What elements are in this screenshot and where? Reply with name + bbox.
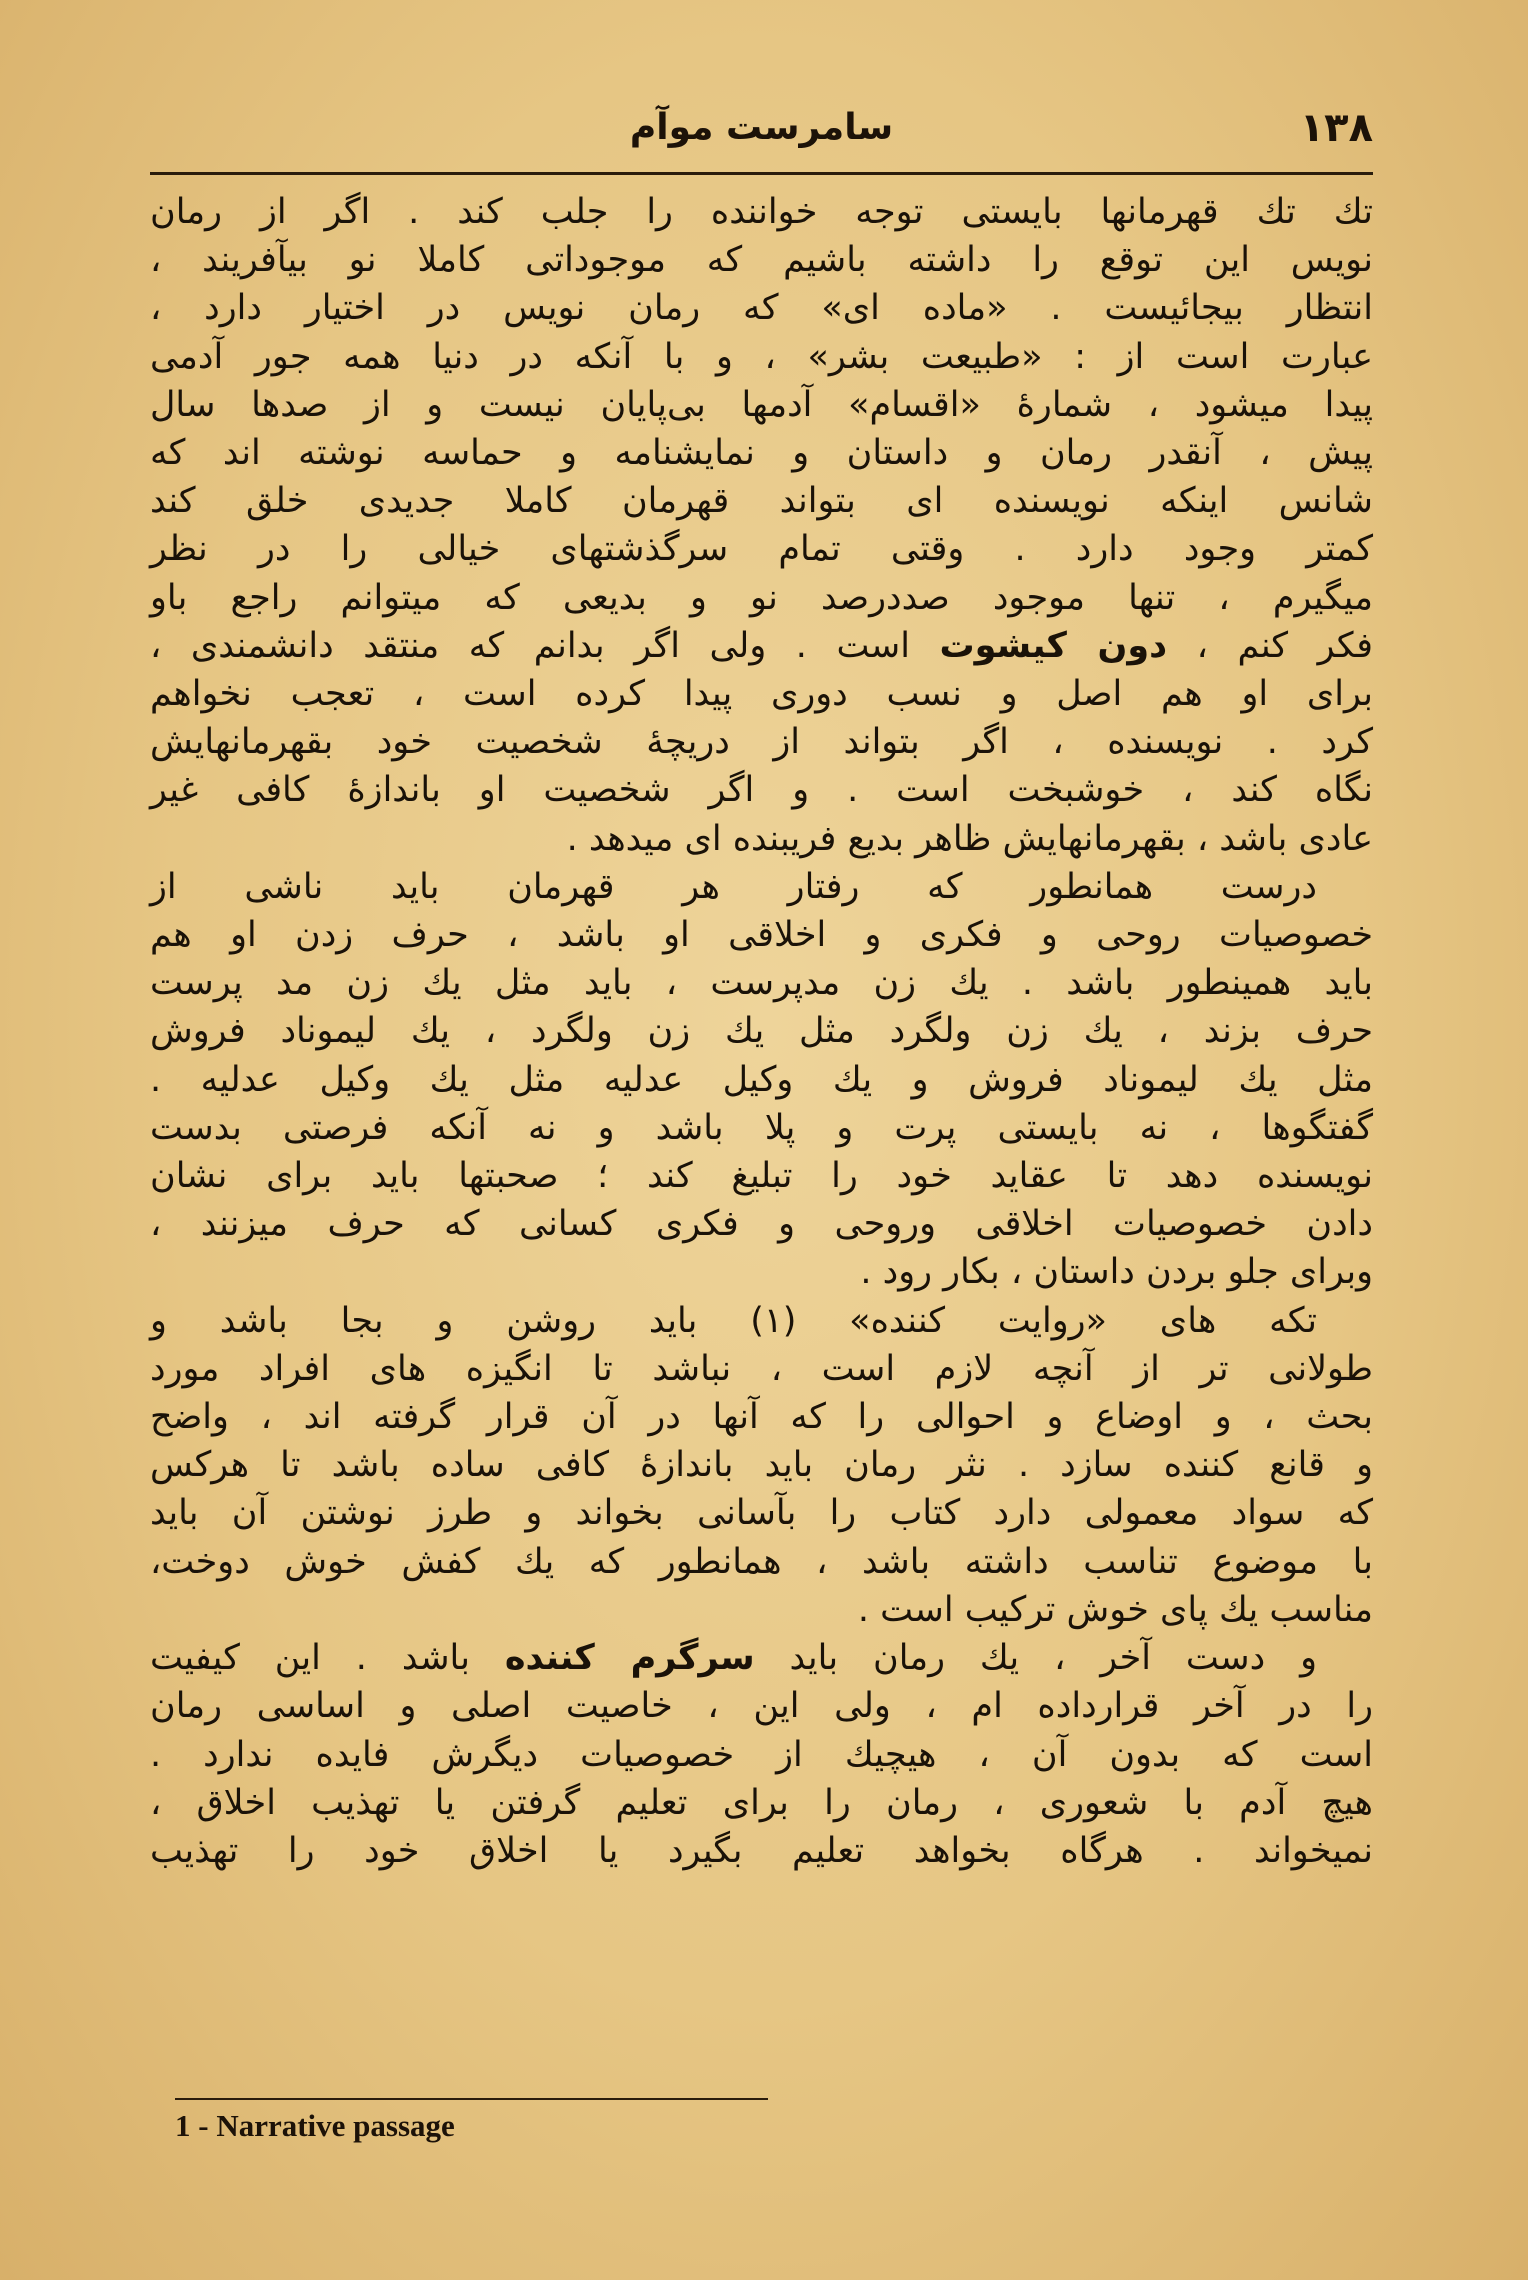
text-line: که سواد معمولی دارد کتاب را بآسانی بخواند و طرز نوشتن آن باید <box>150 1493 1373 1534</box>
text-line: میگیرم ، تنها موجود صددرصد نو و بدیعی که میتوانم راجع باو <box>150 577 1373 618</box>
text-line: شانس اینکه نویسنده ای بتواند قهرمان کاملا جدیدی خلق کند <box>150 481 1373 522</box>
text-line <box>150 1634 1373 1682</box>
text-line: عادی باشد ، بقهرمانهایش ظاهر بدیع فریبنده ای میدهد . <box>566 818 1373 859</box>
text-run: باشد . این کیفیت <box>150 1638 505 1679</box>
text-line: کمتر وجود دارد . وقتی تمام سرگذشتهای خیالی را در نظر <box>150 529 1373 570</box>
text-line: کرد . نویسنده ، اگر بتواند از دریچهٔ شخصیت خود بقهرمانهایش <box>150 722 1373 763</box>
text-line: عبارت است از : «طبیعت بشر» ، و با آنکه در دنیا همه جور آدمی <box>150 336 1373 377</box>
footnote-rule <box>175 2098 768 2100</box>
text-line: وبرای جلو بردن داستان ، بکار رود . <box>860 1252 1373 1293</box>
text-line: نویسنده دهد تا عقاید خود را تبلیغ کند ؛ صحبتها باید برای نشان <box>150 1156 1373 1197</box>
page-number: ۱۳۸ <box>1299 105 1373 151</box>
footnote: 1 - Narrative passage <box>175 2108 455 2143</box>
text-line: درست همانطور که رفتار هر قهرمان باید ناشی از <box>150 866 1317 907</box>
text-line: است که بدون آن ، هیچیك از خصوصیات دیگرش فایده ندارد . <box>150 1734 1373 1775</box>
text-line: را در آخر قرارداده ام ، ولی این ، خاصیت اصلی و اساسی رمان <box>150 1686 1373 1727</box>
text-line: مناسب یك پای خوش ترکیب است . <box>857 1589 1373 1630</box>
text-line <box>150 622 1373 670</box>
text-line: گفتگوها ، نه بایستی پرت و پلا باشد و نه آنکه فرصتی بدست <box>150 1107 1373 1148</box>
text-line: انتظار بیجائیست . «ماده ای» که رمان نویس در اختیار دارد ، <box>150 288 1373 329</box>
text-line: برای او هم اصل و نسب دوری پیدا کرده است ، تعجب نخواهم <box>150 674 1373 715</box>
text-line: بحث ، و اوضاع و احوالی را که آنها در آن قرار گرفته اند ، واضح <box>150 1397 1373 1438</box>
text-line: مثل یك لیموناد فروش و یك وکیل عدلیه مثل یك وکیل عدلیه . <box>150 1059 1373 1100</box>
text-line: پیش ، آنقدر رمان و داستان و نمایشنامه و حماسه نوشته اند که <box>150 433 1373 474</box>
text-run: و دست آخر ، یك رمان باید <box>754 1638 1317 1679</box>
text-line: با موضوع تناسب داشته باشد ، همانطور که یك کفش خوش دوخت، <box>150 1541 1373 1582</box>
text-line: نگاه کند ، خوشبخت است . و اگر شخصیت او باندازهٔ کافی غیر <box>150 770 1373 811</box>
text-line: هیچ آدم با شعوری ، رمان را برای تعلیم گرفتن یا تهذیب اخلاق ، <box>150 1782 1373 1823</box>
text-line: باید همینطور باشد . یك زن مدپرست ، باید مثل یك زن مد پرست <box>150 963 1373 1004</box>
text-line: دادن خصوصیات اخلاقی وروحی و فکری کسانی که حرف میزنند ، <box>150 1204 1373 1245</box>
text-run: فکر کنم ، <box>1167 625 1373 666</box>
text-line: نمیخواند . هرگاه بخواهد تعلیم بگیرد یا اخلاق خود را تهذیب <box>150 1830 1373 1871</box>
bold-term-entertaining: سرگرم کننده <box>504 1638 755 1679</box>
page-header <box>150 105 1373 165</box>
text-line: پیدا میشود ، شمارهٔ «اقسام» آدمها بی‌پایان نیست و از صدها سال <box>150 384 1373 425</box>
running-title: سامرست موآم <box>629 107 894 148</box>
text-line: حرف بزند ، یك زن ولگرد مثل یك زن ولگرد ، یك لیموناد فروش <box>150 1011 1373 1052</box>
bold-term-don-quixote: دون کیشوت <box>939 625 1168 666</box>
text-run: است . ولی اگر بدانم که منتقد دانشمندی ، <box>150 625 940 666</box>
body-text <box>150 188 1373 1875</box>
text-line: و قانع کننده سازد . نثر رمان باید باندازهٔ کافی ساده باشد تا هرکس <box>150 1445 1373 1486</box>
text-line: طولانی تر از آنچه لازم است ، نباشد تا انگیزه های افراد مورد <box>150 1348 1373 1389</box>
text-line: خصوصیات روحی و فکری و اخلاقی او باشد ، حرف زدن او هم <box>150 915 1373 956</box>
text-line: تك تك قهرمانها بایستی توجه خواننده را جلب کند . اگر از رمان <box>150 192 1373 232</box>
header-rule <box>150 172 1373 175</box>
text-line: نویس این توقع را داشته باشیم که موجوداتی کاملا نو بیآفریند ، <box>150 240 1373 281</box>
text-line: تکه های «روایت کننده» (۱) باید روشن و بجا باشد و <box>150 1300 1317 1341</box>
